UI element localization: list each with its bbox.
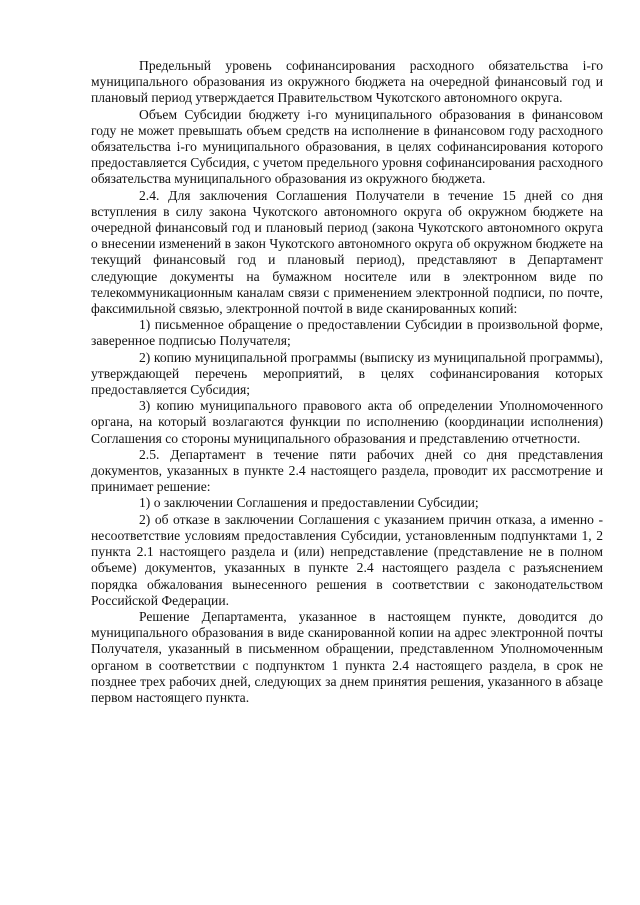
list-item-conclude-agreement: 1) о заключении Соглашения и предоставлении Субсидии;: [139, 495, 479, 511]
paragraph-2-4: 2.4. Для заключения Соглашения Получатели в течение 15 дней со дня вступления в силу закона Чукотского автономного округа об окружном бюджете на очередной финансовый год и плановый период (закона Чукотского автономного округа о внесении изменений в закон Чукотского автономного округа об окружном бюджете на текущий финансовый год и плановый период), представляют в Департамент следующие документы на бумажном носителе или в электронном виде по телекоммуникационным каналам связи с применением электронной подписи, по почте, факсимильной связью, электронной почтой в виде сканированных копий:: [91, 187, 603, 317]
list-item-refusal: 2) об отказе в заключении Соглашения с указанием причин отказа, а именно - несоответствие условиям предоставления Субсидии, установленным подпунктами 1, 2 пункта 2.1 настоящего раздела и (или) непредставление (представление не в полном объеме) документов, указанных в пункте 2.4 настоящего раздела с разъяснением порядка обжалования вынесенного решения в соответствии с законодательством Российской Федерации.: [91, 511, 603, 608]
paragraph-decision-notification: Решение Департамента, указанное в настоящем пункте, доводится до муниципального образования в виде сканированной копии на адрес электронной почты Получателя, указанный в письменном обращении, представленном Уполномоченным органом в соответствии с подпунктом 1 пункта 2.4 настоящего раздела, в срок не позднее трех рабочих дней, следующих за днем принятия решения, указанного в абзаце первом настоящего пункта.: [91, 608, 603, 705]
paragraph-subsidy-volume: Объем Субсидии бюджету i-го муниципального образования в финансовом году не может превышать объем средств на исполнение в финансовом году расходного обязательства i-го муниципального образования, в целях софинансирования которого предоставляется Субсидия, с учетом предельного уровня софинансирования расходного обязательства муниципального образования из окружного бюджета.: [91, 106, 603, 187]
list-item-written-request: 1) письменное обращение о предоставлении Субсидии в произвольной форме, заверенное подписью Получателя;: [91, 317, 603, 349]
list-item-program-copy: 2) копию муниципальной программы (выписку из муниципальной программы), утверждающей перечень мероприятий, в целях софинансирования которых предоставляется Субсидия;: [91, 349, 603, 398]
document-page: [91, 58, 603, 706]
list-item-legal-act-copy: 3) копию муниципального правового акта об определении Уполномоченного органа, на который возлагаются функции по исполнению (координации исполнения) Соглашения со стороны муниципального образования и представлению отчетности.: [91, 398, 603, 446]
paragraph-cofinancing-level: Предельный уровень софинансирования расходного обязательства i-го муниципального образования из окружного бюджета на очередной финансовый год и плановый период утверждается Правительством Чукотского автономного округа.: [91, 58, 603, 106]
paragraph-2-5: 2.5. Департамент в течение пяти рабочих дней со дня представления документов, указанных в пункте 2.4 настоящего раздела, проводит их рассмотрение и принимает решение:: [91, 446, 603, 495]
